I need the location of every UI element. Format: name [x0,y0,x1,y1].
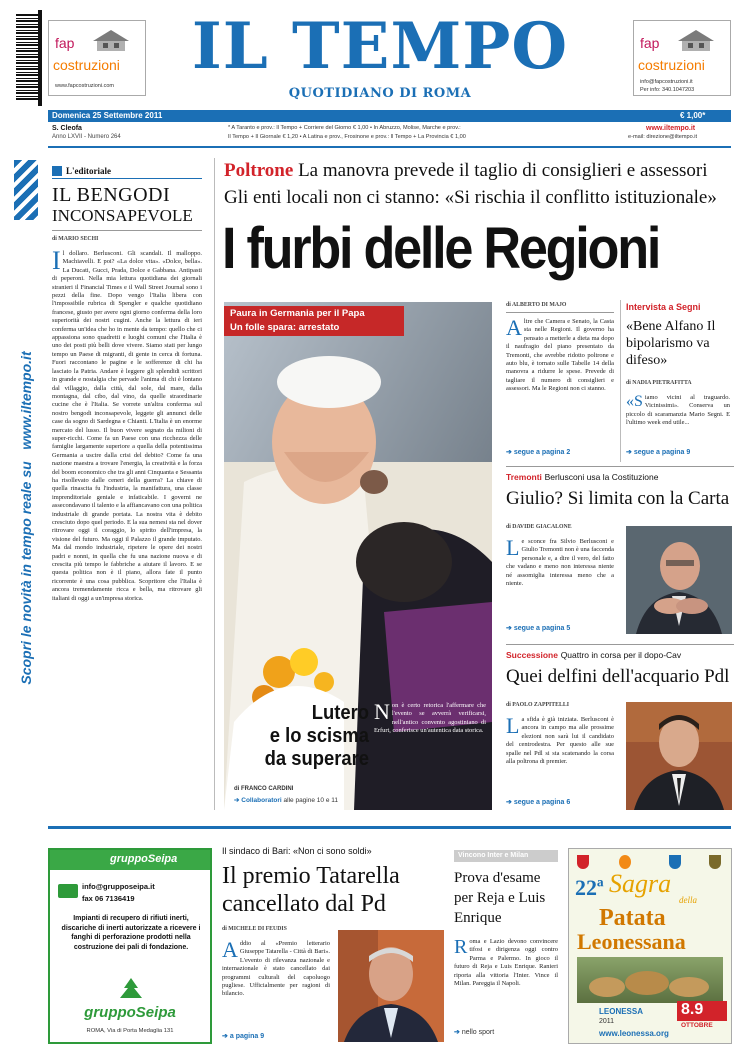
photo-caption-1: Paura in Germania per il Papa [230,308,365,319]
section-rule [506,466,734,467]
tremonti-kicker-text: Berlusconi usa la Costituzione [544,472,659,482]
tremonti-more-link[interactable] [506,624,570,632]
tatarella-headline[interactable]: Il premio Tatarella cancellato dal Pd [222,863,400,917]
photo-story-more-label: Collaboratori [241,797,282,804]
tatarella-more-link[interactable] [222,1032,264,1040]
editorial-title-1: IL BENGODI [52,184,171,206]
sport-story [454,850,560,1044]
sagra-month: OTTOBRE [681,1022,713,1029]
tatarella-photo-image [338,930,444,1042]
drop-cap: L [506,716,520,738]
tatarella-body [222,940,330,1030]
ad-brand-costruzioni: costruzioni [53,57,120,73]
side-banner-url: www.iltempo.it [18,351,34,450]
tatarella-author: di MICHELE DI FEUDIS [222,926,287,932]
photo-story-author: di FRANCO CARDINI [234,786,294,792]
tatarella-more: a pagina 9 [229,1033,265,1040]
photo-story-body [374,702,486,798]
sagra-url: www.leonessa.org [599,1029,669,1038]
editorial-text: l dollaro. Berlusconi. Gli scandali. Il malloppo. Machiavelli. E poi? «La dolce vita». «Dolce, bella». La Ducati, Gucci, Prada, Dolce e Gabbana. Antipasti di peperoni. Nella mia lettura quotidiana dei giornali stranieri il Financial Times e il Wall Street Journal sono i pezzi della fine. Dopo vengo l'Italia libera con l'impossibile rubrica di Spengler e qualche quotidiano francese, giusto per avere ogni giorno conferma della loro superiorità dei nostri cugini. Anche la lettura di ieri conferma un'idea che ho in mente da tempo: quello che ci appassiona sono quadretti e luoghi comuni che l'Italia è uno dei posti più belli dove vivere. Siamo stati per lungo tempo un Paese di migranti, di gente in cerca di fortuna. Fuori raccontano le pagine e le sofferenze di chi ha lasciato la Patria. Andare è leggere gli splendidi scrittori in grande e nostalgia che pervade l'anima di chi è lontano dal villaggio, dalla città, dal sole, dal mare, dalla montagna, dal cibo, dal vino, da quelle straordinarie cucine che è l'Italia. Se vorrete un'altra conferma sul nostro bengodi inconsapevole, leggete gli annunci delle case da sogno di Sardegna e Chianti. L'Italia è un enorme mercato del lusso. Il buon vivere segnato da milioni di super-ricchi. Come fa un Paese con una ricchezza delle famiglie largamente superiore a quella della potentissima Germania a uscire dalla crisi del debito? Come fa una nazione maestra a trovare l'energia, la creatività e la forza del boom economico che tra gli anni Cinquanta e Sessanta ha risollevato dalle ceneri della guerra? La chiave di quella rinascita fu l'industria, la manifattura, una classe imprenditoriale geniale e infaticabile. I governi ne assecondavano il talento e la affiancavano con una politica industriale di grande portata. La nostra vita è debito cresciuto dopo quel periodo. E la sua nemesi sta nel dover ritrovare oggi il coraggio, lo spirito dell'impresa, la visione del futuro. Ma oggi il Palazzo il grande imputato. Ma dal mondo industriale, ripetere le opere dei nostri padri e nonni, in quella che fu una nazione nuova e di crescita più tempo le fabbriche a aiutare il lavoro. E se questa politica non è il piano, allora fate il punto ricorrente è una cosa pubblica. Scopritore che l'Italia è ancora tremendamente ricca e bella, ma ritrovare gli italiani di oggi a un'impresa storica. [52,250,202,602]
ad-brand-fap: fap [640,35,660,51]
tremonti-body [506,538,614,622]
overlay-title-1: Lutero [311,702,369,724]
tremonti-headline[interactable]: Giulio? Si limita con la Carta [506,488,730,509]
succession-story [506,650,734,812]
succession-kicker-label: Successione [506,650,558,660]
crest-icon [709,855,721,869]
sagra-della: della [679,895,697,905]
overlay-title-2: e lo scisma [269,725,369,747]
succession-kicker [506,650,681,661]
tremonti-story [506,472,734,640]
main-headline[interactable]: I furbi delle Regioni [222,216,660,281]
interview-body [626,394,730,446]
ad-email: info@fapcostruzioni.it [640,79,693,85]
issue-number: Anno LXVII - Numero 264 [52,134,121,140]
arrow-right-icon: ➔ [506,625,512,632]
succession-author: di PAOLO ZAPPITELLI [506,702,570,708]
interview-quote[interactable]: «Bene Alfano Il bipolarismo va difeso» [626,319,716,368]
sport-more: nello sport [461,1029,495,1036]
sport-body [454,938,558,1028]
drop-cap: R [454,938,468,958]
tatarella-photo[interactable] [338,930,444,1042]
regions-text: ltre che Camera e Senato, la Casta sta nelle Regioni. Il governo ha pensato a metterle a dieta ma dopo il naufragio del piano presentato da Tremonti, che avrebbe ridotto poltrone e auto blu, è tornato sulle Tabelle 14 della manovra a ridurre le spese. Prevede di tagliare il numero di consiglieri e assessori. Ma le Regioni non ci stanno. [506,318,614,393]
tremonti-more: segue a pagina 5 [513,625,571,632]
editorial-column [48,160,208,810]
sport-text: oma e Lazio devono convincere tifosi e dirigenza oggi contro Parma e Palermo. In gioco il futuro di Reja e Luis Enrique. Ranieri riporta alla vittoria l'Inter. Vince il Milan. Pareggia il Napoli. [454,938,558,988]
sagra-ad[interactable] [568,848,732,1044]
sagra-year: 2011 [599,1018,615,1025]
drop-cap: A [506,318,522,340]
combo-offer-2: Il Tempo + Il Giornale € 1,20 • A Latina e prov., Frosinone e prov.: Il Tempo + La Provincia € 1,00 [228,134,466,140]
sagra-patata: Patata [599,905,666,931]
photo-story-more-pages: alle pagine 10 e 11 [283,797,338,804]
alfano-photo[interactable] [626,702,732,810]
seipa-description: Impianti di recupero di rifiuti inerti, discariche di inerti autorizzate a ricevere i fanghi di perforazione prodotti nella costruzione dei pali di fondazione. [61,915,201,951]
section-rule [506,644,734,645]
tremonti-kicker [506,472,658,483]
seipa-logo-icon [108,976,154,1002]
drop-cap: «S [626,394,643,410]
saint-of-day: S. Cleofa [52,125,82,132]
regions-body [506,318,614,446]
issue-price: € 1,00* [680,111,706,120]
house-icon [89,27,133,53]
succession-body [506,716,614,796]
side-banner-label: Scopri le novità in tempo reale su [18,461,34,685]
issue-date: Domenica 25 Settembre 2011 [52,111,163,120]
editorial-rule-2 [52,230,202,231]
seipa-address: ROMA, Via di Porta Medaglia 131 [86,1028,174,1034]
column-divider [214,158,215,810]
drop-cap: I [52,250,61,275]
top-subhead: Gli enti locali non ci stanno: «Si rischia il conflitto istituzionale» [224,187,717,208]
tremonti-author: di DAVIDE GIACALONE [506,524,572,530]
drop-cap: N [374,702,390,724]
side-banner[interactable] [14,160,38,820]
succession-text: a sfida è già iniziata. Berlusconi è ancora in campo ma alle prossime elezioni non sarà lui il candidato del centrodestra. Per questo alle sue spalle nel Pdl si sta scatenando la corsa alla poltrona di premier. [506,716,614,766]
arrow-right-icon: ➔ [506,799,512,806]
regions-author: di ALBERTO DI MAJO [506,302,567,308]
interview-text: iamo vicini al traguardo. Vicinissimi». Conserva un piccolo di scaramanzia Mario Segni. E l'ultimo week end utile... [626,394,730,427]
crest-icon [619,855,631,869]
seipa-email: info@grupposeipa.it [82,882,155,891]
ad-url: www.fapcostruzioni.com [55,83,114,89]
masthead-right-ad[interactable] [633,20,731,96]
editorial-section: L'editoriale [66,166,111,176]
overlay-title [236,702,369,771]
editorial-rule [52,178,202,179]
regions-rule [506,312,614,313]
editorial-title-2: INCONSAPEVOLE [52,206,193,225]
email-link[interactable]: e-mail: direzione@iltempo.it [628,134,698,140]
regions-more-link[interactable] [506,448,570,456]
overlay-title-3: da superare [264,748,369,770]
website-link[interactable]: www.iltempo.it [646,125,696,132]
succession-headline[interactable]: Quei delfini dell'acquario Pdl [506,666,730,687]
masthead-left-ad[interactable] [48,20,146,96]
kicker-label: Poltrone [224,160,294,181]
seipa-brand-top: gruppoSeipa [110,853,178,865]
top-kicker [224,160,734,182]
sport-headline[interactable]: Prova d'esame per Reja e Luis Enrique [454,870,546,926]
seipa-brand-bottom: gruppoSeipa [84,1004,176,1021]
kicker-text: La manovra prevede il taglio di consiglieri e assessori [298,160,708,181]
editorial-author: di MARIO SECHI [52,236,99,242]
sagra-edition: 22ª [575,875,604,900]
arrow-right-icon: ➔ [234,797,242,804]
seipa-ad[interactable] [48,848,212,1044]
sagra-town: LEONESSA [599,1007,644,1016]
drop-cap: A [222,940,238,962]
succession-kicker-text: Quattro in corsa per il dopo-Cav [560,650,682,660]
tatarella-story [222,846,446,1046]
tremonti-kicker-label: Tremonti [506,472,542,482]
seipa-fax: fax 06 7136419 [82,894,135,903]
masthead-title: IL TEMPO [191,9,569,84]
regions-story [506,302,616,462]
arrow-right-icon: ➔ [626,449,632,456]
ad-brand-fap: fap [55,35,75,51]
tatarella-text: ddio al «Premio letterario Giuseppe Tatarella - Città di Bari». L'evento di rilevanza nazionale e internazionale è stato cancellato dai programmi culturali del capoluogo pugliese. Ufficialmente per ragioni di bilancio. [222,940,330,998]
sport-kicker: Vincono Inter e Milan [458,852,529,859]
photo-caption-2: Un folle spara: arrestato [230,322,340,333]
masthead-divider [48,146,731,148]
crest-icon [577,855,589,869]
interview-author: di NADIA PIETRAFITTA [626,380,692,386]
arrow-right-icon: ➔ [222,1033,228,1040]
ad-brand-costruzioni: costruzioni [638,57,705,73]
tremonti-photo-image [626,526,732,634]
side-banner-text [14,188,38,848]
regions-more: segue a pagina 2 [513,449,571,456]
tremonti-photo[interactable] [626,526,732,634]
sagra-leonessana: Leonessana [577,929,686,954]
arrow-right-icon: ➔ [506,449,512,456]
succession-more-link[interactable] [506,798,570,806]
photo-story-text: on è certo retorica l'affermare che l'evento se avverrà verificarsi, nell'antico convento agostiniano di Erfurt, conferisce un'autentica data storica. [374,702,486,735]
mail-icon [58,884,78,898]
bottom-divider [48,826,731,829]
ad-phone: Per info: 340.1047203 [640,87,695,93]
house-icon [674,27,718,53]
drop-cap: L [506,538,520,560]
editorial-body [52,250,202,810]
alfano-photo-image [626,702,732,810]
pope-photo[interactable] [224,302,492,810]
interview-box [626,302,736,462]
photo-story-more[interactable] [234,796,338,804]
sagra-dates: 8.9 [681,1001,704,1018]
combo-offer-1: * A Taranto e prov.: Il Tempo + Corriere del Giorno € 1,00 • In Abruzzo, Molise, Marche e prov.: [228,125,461,131]
column-divider [620,300,621,462]
interview-label: Intervista a Segni [626,302,701,312]
tatarella-kicker: Il sindaco di Bari: «Non ci sono soldi» [222,846,372,856]
editorial-tag-box [52,166,62,176]
masthead-subtitle: QUOTIDIANO DI ROMA [288,86,472,101]
arrow-right-icon: ➔ [454,1029,460,1036]
sagra-photo [577,957,723,1003]
interview-more-link[interactable] [626,448,690,456]
barcode-edge [38,10,42,106]
sagra-word: Sagra [609,869,672,898]
succession-more: segue a pagina 6 [513,799,571,806]
crest-icon [669,855,681,869]
sport-more-link[interactable] [454,1028,494,1036]
tremonti-text: e sconce fra Silvio Berlusconi e Giulio Tremonti non è una faccenda personale e, a dire il vero, del fatto che vadano e meno non interessa niente né assomiglia interessa meno che a niente. [506,538,614,588]
interview-more: segue a pagina 9 [633,449,691,456]
